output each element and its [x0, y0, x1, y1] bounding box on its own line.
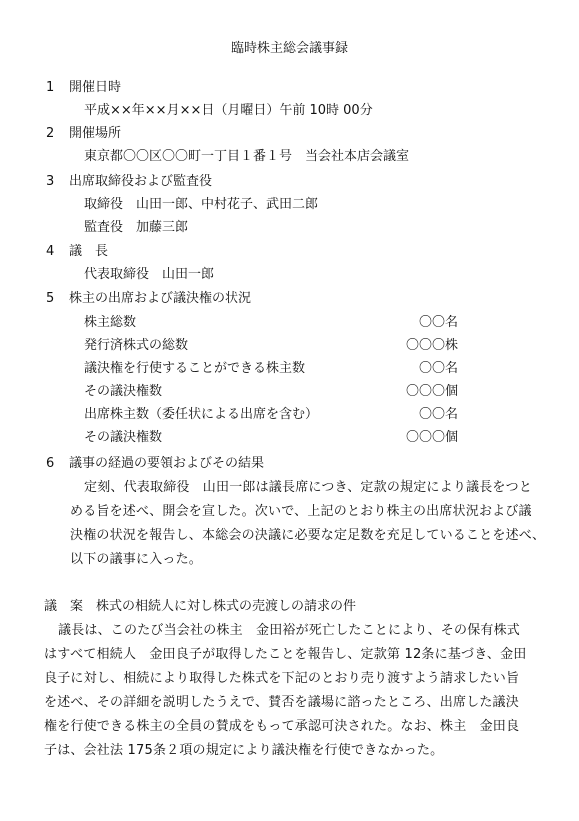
agenda-body-line: を述べ、その詳細を説明したうえで、賛否を議場に諮ったところ、出席した議決	[44, 695, 519, 710]
proceedings-line: める旨を述べ、開会を宣した。次いで、上記のとおり株主の出席状況および議	[70, 504, 532, 519]
section-6-heading: 議事の経過の要領およびその結果	[69, 456, 265, 471]
section-1-heading: 開催日時	[69, 80, 122, 95]
meeting-datetime: 平成××年××月××日（月曜日）午前 10時 00分	[84, 103, 373, 118]
agenda-body-line: 良子に対し、相続により取得した株式を下記のとおり売り渡すよう請求したい旨	[44, 671, 520, 686]
shareholding-label: その議決権数	[84, 430, 163, 445]
attending-auditor: 監査役 加藤三郎	[84, 220, 189, 235]
chairperson: 代表取締役 山田一郎	[84, 267, 215, 282]
section-3-heading: 出席取締役および監査役	[69, 174, 213, 189]
agenda-body-line: 権を行使できる株主の全員の賛成をもって承認可決された。なお、株主 金田良	[44, 719, 520, 734]
agenda-body-line: 議長は、このたび当会社の株主 金田裕が死亡したことにより、その保有株式	[58, 623, 521, 638]
section-3-number: 3	[46, 174, 55, 189]
proceedings-line: 決権の状況を報告し、本総会の決議に必要な定足数を充足していることを述べ、	[70, 528, 546, 543]
shareholding-value: 〇〇名	[418, 315, 458, 330]
agenda-body-line: 子は、会社法 175条２項の規定により議決権を行使できなかった。	[44, 743, 444, 758]
proceedings-line: 以下の議事に入った。	[70, 552, 203, 567]
shareholding-label: 出席株主数（委任状による出席を含む）	[84, 407, 319, 422]
section-4-heading: 議 長	[69, 244, 109, 259]
section-2-number: 2	[46, 126, 55, 141]
attending-directors: 取締役 山田一郎、中村花子、武田二郎	[84, 197, 319, 212]
meeting-venue: 東京都〇〇区〇〇町一丁目１番１号 当会社本店会議室	[84, 149, 410, 164]
section-2-heading: 開催場所	[69, 126, 122, 141]
section-5-number: 5	[46, 291, 55, 306]
section-1-number: 1	[46, 80, 55, 95]
agenda-body-line: はすべて相続人 金田良子が取得したことを報告し、定款第 12条に基づき、金田	[44, 647, 527, 662]
proceedings-line: 定刻、代表取締役 山田一郎は議長席につき、定款の規定により議長をつと	[84, 480, 533, 495]
shareholding-value: 〇〇〇株	[405, 338, 458, 353]
agenda-heading: 議 案 株式の相続人に対し株式の売渡しの請求の件	[44, 599, 357, 614]
section-4-number: 4	[46, 244, 55, 259]
document-title: 臨時株主総会議事録	[230, 41, 348, 56]
shareholding-label: 発行済株式の総数	[84, 338, 189, 353]
shareholding-value: 〇〇名	[418, 407, 458, 422]
shareholding-value: 〇〇名	[418, 361, 458, 376]
shareholding-value: 〇〇〇個	[405, 430, 458, 445]
section-6-number: 6	[46, 456, 55, 471]
shareholding-label: その議決権数	[84, 384, 163, 399]
shareholding-value: 〇〇〇個	[405, 384, 458, 399]
shareholding-label: 株主総数	[84, 315, 137, 330]
shareholding-label: 議決権を行使することができる株主数	[84, 361, 306, 376]
section-5-heading: 株主の出席および議決権の状況	[69, 291, 252, 306]
